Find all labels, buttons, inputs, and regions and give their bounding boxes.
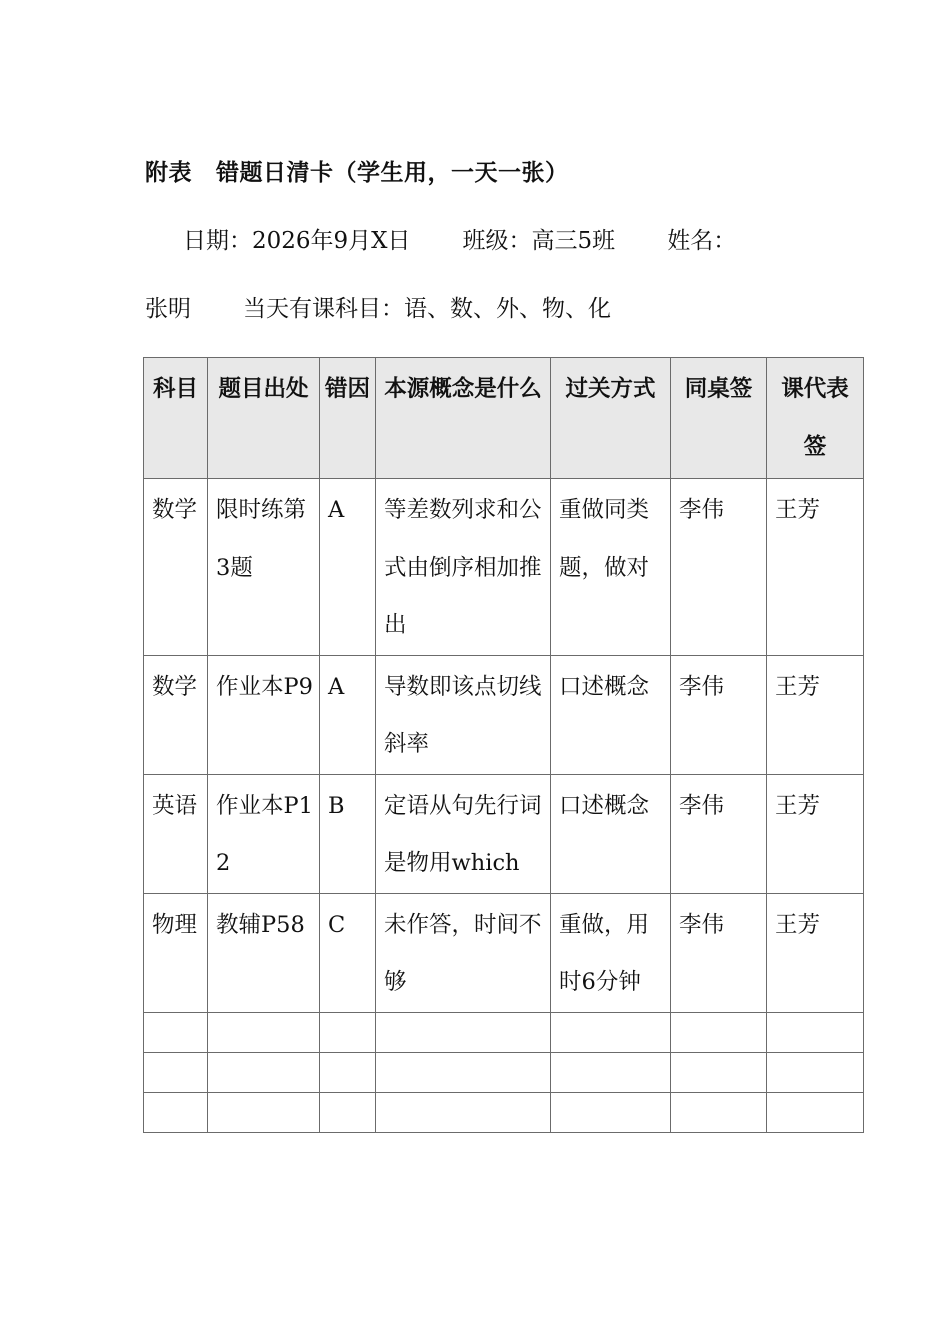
- empty-cell[interactable]: [551, 1052, 671, 1092]
- table-row: [144, 655, 864, 774]
- name-label: 姓名：: [667, 228, 737, 254]
- empty-cell[interactable]: [144, 1092, 208, 1132]
- info-line-2: [145, 290, 611, 323]
- cell-root-concept: 导数即该点切线斜率: [376, 655, 551, 774]
- info-line-1: [183, 222, 736, 255]
- subjects-label: 当天有课科目：: [243, 296, 404, 322]
- error-card-table: [143, 357, 864, 1133]
- table-row: [144, 893, 864, 1012]
- empty-cell[interactable]: [376, 1052, 551, 1092]
- cell-source: 限时练第3题: [208, 479, 320, 656]
- cell-pass-method: 口述概念: [551, 655, 671, 774]
- empty-cell[interactable]: [551, 1012, 671, 1052]
- header-rep-sign: 课代表签: [767, 358, 864, 479]
- cell-deskmate-sign: 李伟: [671, 479, 767, 656]
- table-header-row: [144, 358, 864, 479]
- cell-deskmate-sign: 李伟: [671, 774, 767, 893]
- header-pass-method: 过关方式: [551, 358, 671, 479]
- name-value: 张明: [145, 296, 191, 322]
- header-root-concept: 本源概念是什么: [376, 358, 551, 479]
- empty-cell[interactable]: [320, 1052, 376, 1092]
- table-row-empty: [144, 1092, 864, 1132]
- cell-error-cause: C: [320, 893, 376, 1012]
- empty-cell[interactable]: [208, 1092, 320, 1132]
- empty-cell[interactable]: [208, 1052, 320, 1092]
- header-source: 题目出处: [208, 358, 320, 479]
- cell-root-concept: 定语从句先行词是物用which: [376, 774, 551, 893]
- class-label: 班级：: [462, 228, 532, 254]
- date-value: 2026年9月X日: [252, 228, 411, 254]
- cell-rep-sign: 王芳: [767, 479, 864, 656]
- cell-root-concept: 未作答，时间不够: [376, 893, 551, 1012]
- empty-cell[interactable]: [144, 1052, 208, 1092]
- cell-subject: 数学: [144, 655, 208, 774]
- cell-error-cause: A: [320, 655, 376, 774]
- table-row: [144, 774, 864, 893]
- empty-cell[interactable]: [320, 1012, 376, 1052]
- cell-subject: 数学: [144, 479, 208, 656]
- cell-root-concept: 等差数列求和公式由倒序相加推出: [376, 479, 551, 656]
- empty-cell[interactable]: [767, 1092, 864, 1132]
- empty-cell[interactable]: [767, 1012, 864, 1052]
- title-main: 错题日清卡（学生用，一天一张）: [216, 160, 569, 186]
- subjects-value: 语、数、外、物、化: [404, 296, 611, 322]
- header-error-cause: 错因: [320, 358, 376, 479]
- cell-pass-method: 重做，用时6分钟: [551, 893, 671, 1012]
- class-value: 高三5班: [531, 228, 616, 254]
- empty-cell[interactable]: [144, 1012, 208, 1052]
- empty-cell[interactable]: [671, 1092, 767, 1132]
- page-title: [145, 154, 569, 187]
- cell-subject: 物理: [144, 893, 208, 1012]
- cell-pass-method: 口述概念: [551, 774, 671, 893]
- empty-cell[interactable]: [671, 1052, 767, 1092]
- cell-rep-sign: 王芳: [767, 774, 864, 893]
- cell-rep-sign: 王芳: [767, 893, 864, 1012]
- table-row: [144, 479, 864, 656]
- empty-cell[interactable]: [767, 1052, 864, 1092]
- cell-error-cause: A: [320, 479, 376, 656]
- empty-cell[interactable]: [551, 1092, 671, 1132]
- empty-cell[interactable]: [376, 1012, 551, 1052]
- empty-cell[interactable]: [208, 1012, 320, 1052]
- cell-source: 教辅P58: [208, 893, 320, 1012]
- cell-rep-sign: 王芳: [767, 655, 864, 774]
- empty-cell[interactable]: [671, 1012, 767, 1052]
- header-deskmate-sign: 同桌签: [671, 358, 767, 479]
- date-label: 日期：: [183, 228, 252, 254]
- title-prefix: 附表: [145, 160, 192, 186]
- table-row-empty: [144, 1012, 864, 1052]
- cell-pass-method: 重做同类题，做对: [551, 479, 671, 656]
- cell-source: 作业本P12: [208, 774, 320, 893]
- cell-source: 作业本P9: [208, 655, 320, 774]
- cell-error-cause: B: [320, 774, 376, 893]
- cell-subject: 英语: [144, 774, 208, 893]
- table-row-empty: [144, 1052, 864, 1092]
- cell-deskmate-sign: 李伟: [671, 893, 767, 1012]
- cell-deskmate-sign: 李伟: [671, 655, 767, 774]
- empty-cell[interactable]: [320, 1092, 376, 1132]
- header-subject: 科目: [144, 358, 208, 479]
- empty-cell[interactable]: [376, 1092, 551, 1132]
